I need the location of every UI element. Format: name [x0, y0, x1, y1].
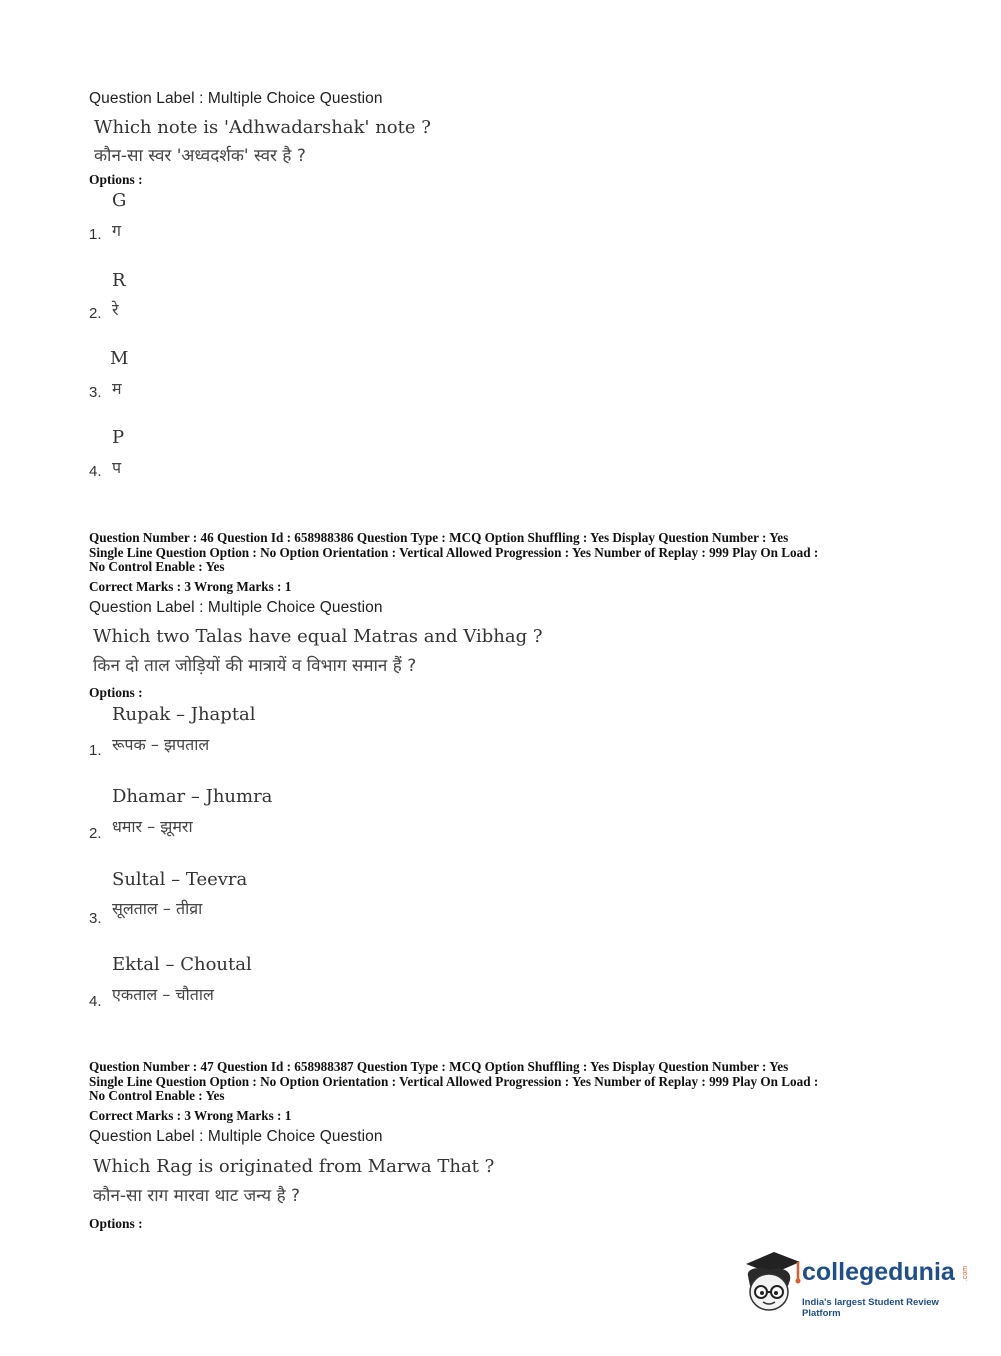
question-text-en: Which note is 'Adhwadarshak' note ? — [94, 117, 431, 138]
logo-wordmark: collegedunia — [802, 1258, 955, 1286]
option-3-en: Sultal – Teevra — [112, 869, 248, 890]
option-1-number: 1. — [89, 226, 102, 243]
question-label: Question Label : Multiple Choice Question — [89, 90, 383, 107]
option-3-hi: सूलताल – तीव्रा — [112, 899, 203, 918]
question-text-en: Which two Talas have equal Matras and Vibhag ? — [93, 626, 543, 647]
question-text-en: Which Rag is originated from Marwa That ? — [93, 1156, 495, 1177]
option-1-en: G — [112, 190, 127, 211]
option-2-hi: धमार – झूमरा — [112, 817, 193, 836]
student-mascot-icon — [740, 1250, 802, 1316]
option-3-hi: म — [112, 379, 122, 398]
option-4-hi: एकताल – चौताल — [112, 985, 214, 1004]
question-marks: Correct Marks : 3 Wrong Marks : 1 — [89, 1108, 292, 1123]
option-1-hi: रूपक – झपताल — [112, 735, 210, 754]
question-text-hi: किन दो ताल जोड़ियों की मात्रायें व विभाग समान हैं ? — [93, 656, 417, 676]
question-meta-line-3: No Control Enable : Yes — [89, 1088, 225, 1103]
question-meta-line-2: Single Line Question Option : No Option Orientation : Vertical Allowed Progression : Yes Number of Replay : 999 Play On Load : — [89, 545, 819, 560]
logo-com: .com — [962, 1265, 970, 1282]
question-marks: Correct Marks : 3 Wrong Marks : 1 — [89, 579, 292, 594]
option-2-hi: रे — [112, 300, 119, 319]
option-1-number: 1. — [89, 742, 102, 759]
question-meta-line-1: Question Number : 46 Question Id : 658988386 Question Type : MCQ Option Shuffling : Yes Display Question Number : Yes — [89, 530, 789, 545]
option-1-hi: ग — [112, 221, 122, 240]
option-4-en: P — [112, 427, 125, 448]
option-3-number: 3. — [89, 910, 102, 927]
question-text-hi: कौन-सा स्वर 'अध्वदर्शक' स्वर है ? — [94, 146, 306, 166]
option-1-en: Rupak – Jhaptal — [112, 704, 256, 725]
options-heading: Options : — [89, 685, 143, 700]
option-4-number: 4. — [89, 993, 102, 1010]
option-4-en: Ektal – Choutal — [112, 954, 252, 975]
option-3-number: 3. — [89, 384, 102, 401]
question-meta-line-2: Single Line Question Option : No Option Orientation : Vertical Allowed Progression : Yes Number of Replay : 999 Play On Load : — [89, 1074, 819, 1089]
option-2-en: R — [112, 270, 126, 291]
collegedunia-logo[interactable] — [740, 1250, 970, 1319]
options-heading: Options : — [89, 1216, 143, 1231]
option-2-number: 2. — [89, 825, 102, 842]
option-2-en: Dhamar – Jhumra — [112, 786, 273, 807]
options-heading: Options : — [89, 172, 143, 187]
option-4-hi: प — [112, 458, 122, 477]
question-label: Question Label : Multiple Choice Question — [89, 1128, 383, 1145]
option-4-number: 4. — [89, 463, 102, 480]
question-meta-line-1: Question Number : 47 Question Id : 658988387 Question Type : MCQ Option Shuffling : Yes Display Question Number : Yes — [89, 1059, 789, 1074]
option-3-en: M — [110, 348, 129, 369]
question-label: Question Label : Multiple Choice Question — [89, 599, 383, 616]
option-2-number: 2. — [89, 305, 102, 322]
logo-tagline: India's largest Student Review Platform — [802, 1297, 939, 1319]
question-text-hi: कौन-सा राग मारवा थाट जन्य है ? — [93, 1186, 301, 1206]
question-meta-line-3: No Control Enable : Yes — [89, 559, 225, 574]
